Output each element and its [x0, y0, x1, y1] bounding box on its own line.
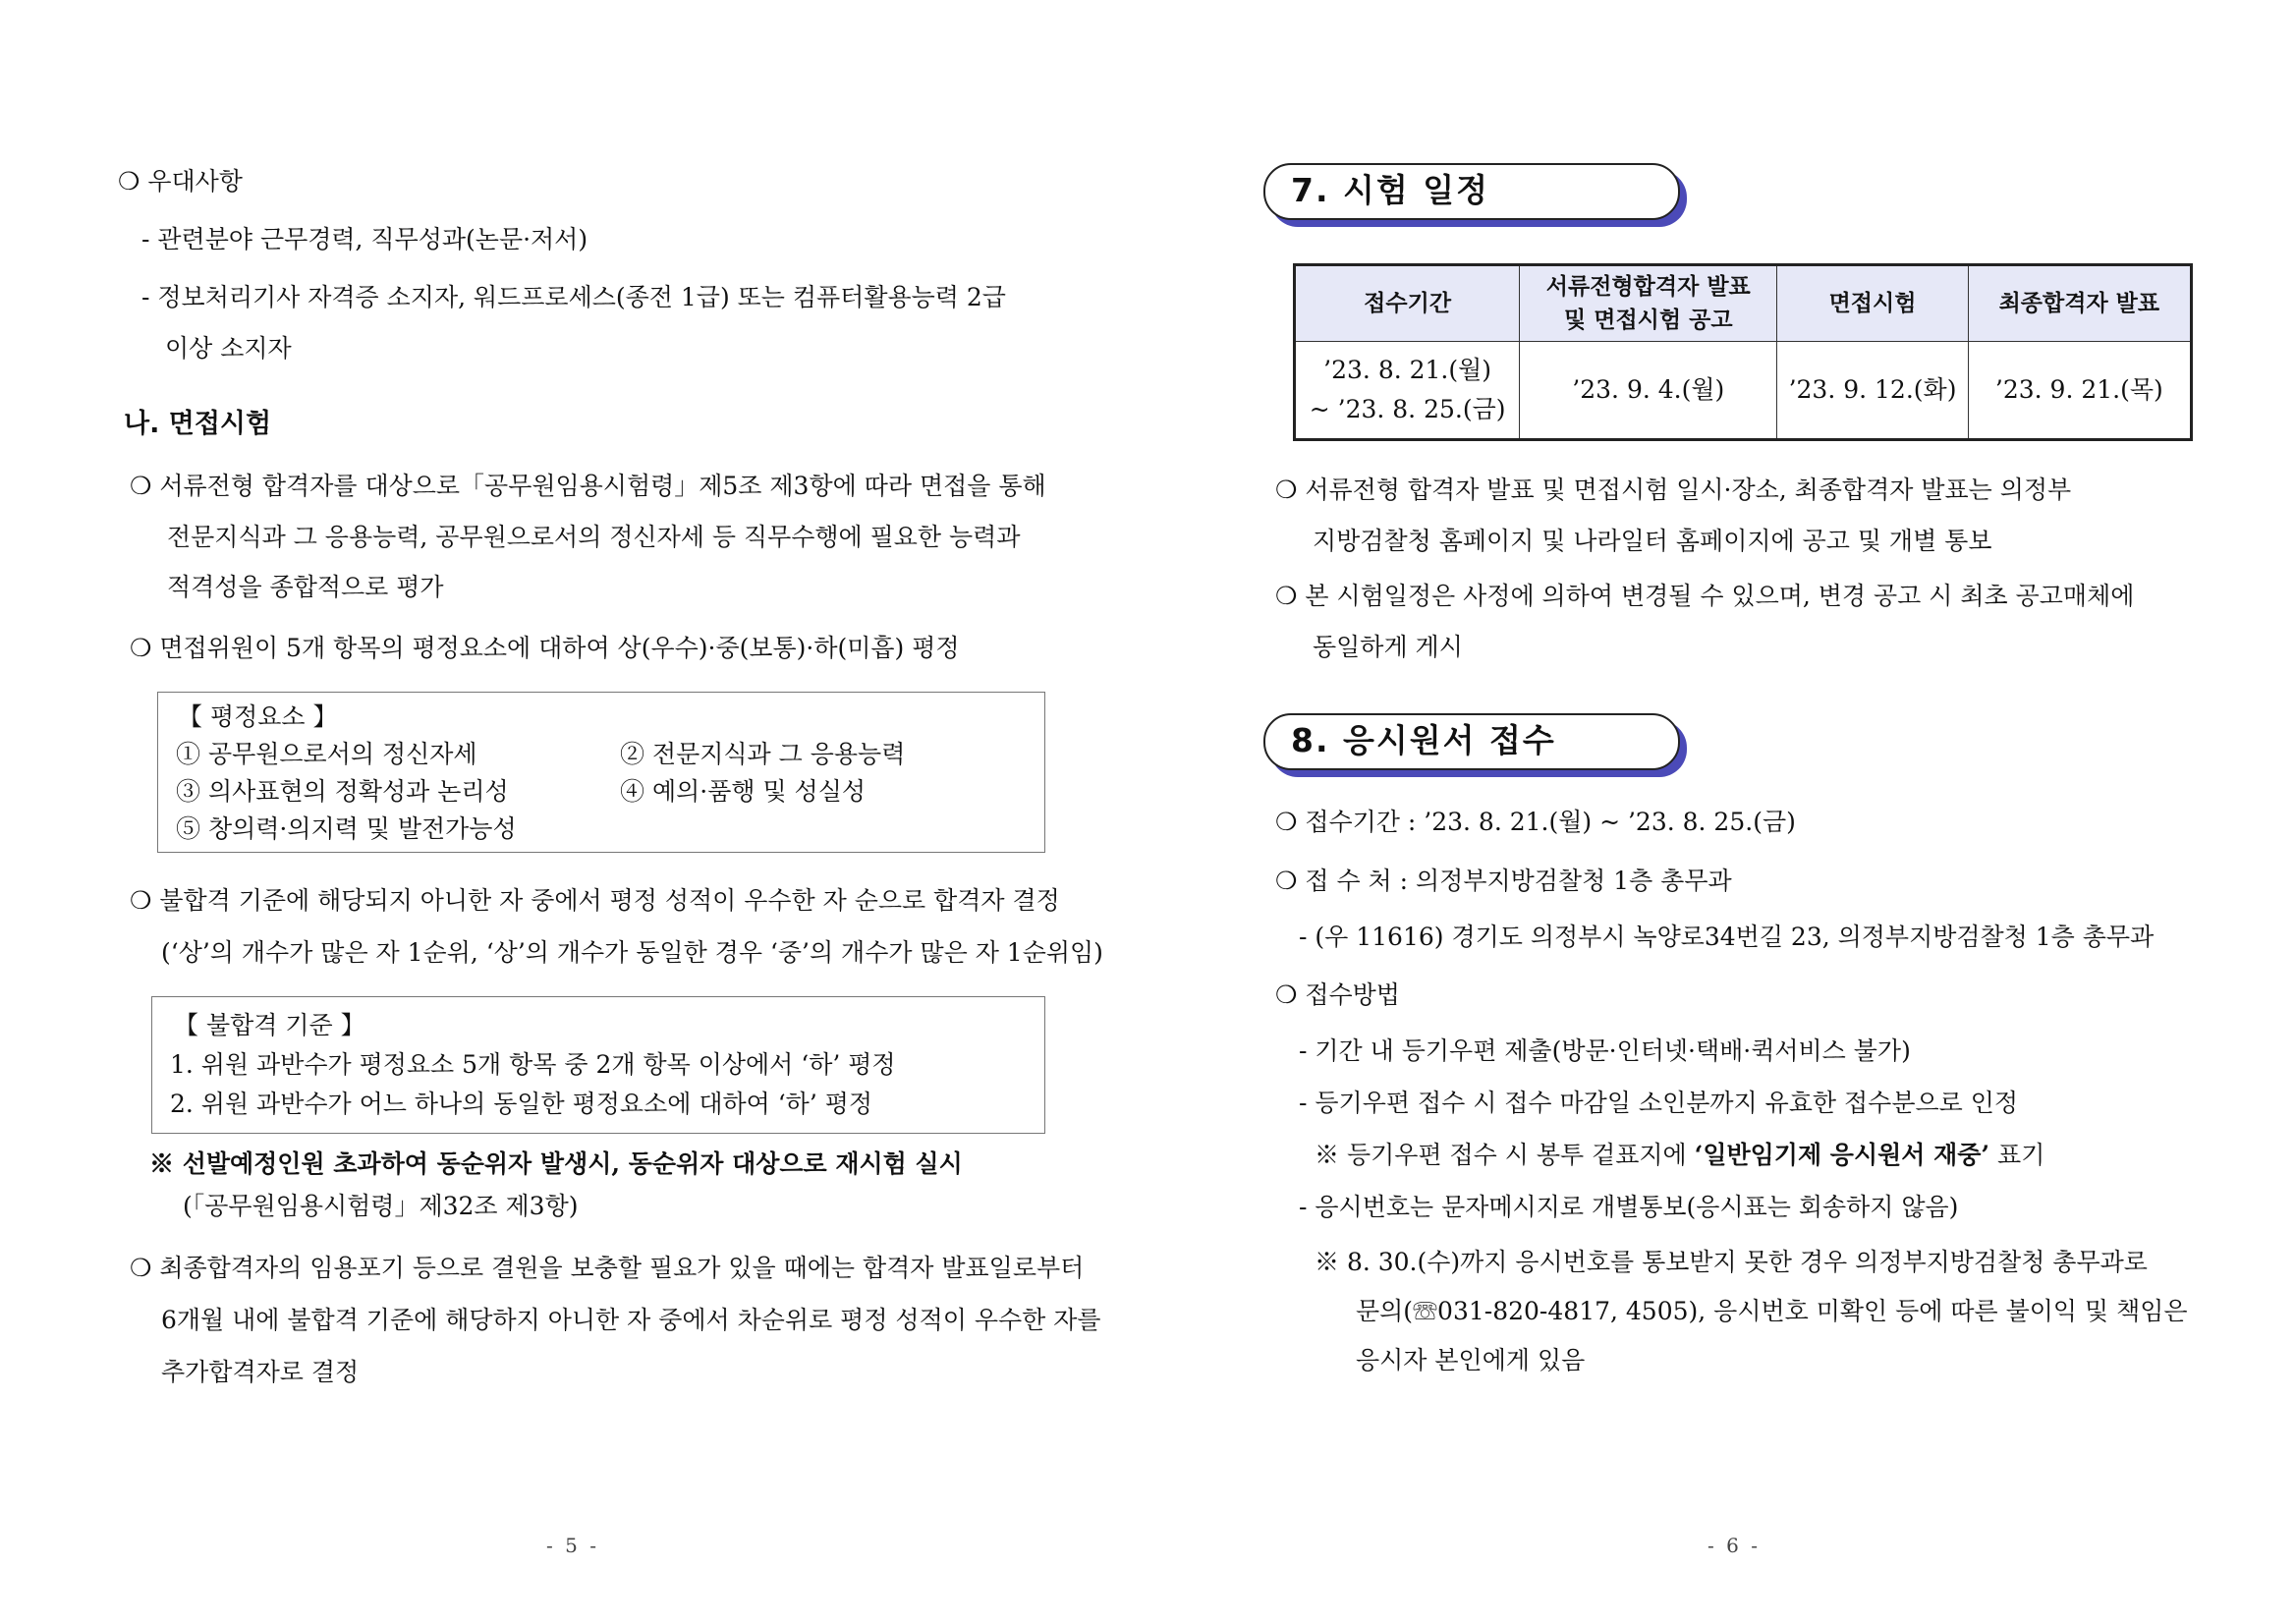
- schedule-note: 동일하게 게시: [1313, 633, 1463, 661]
- application-number-note: ※ 8. 30.(수)까지 응시번호를 통보받지 못한 경우 의정부지방검찰청 총무과로: [1315, 1248, 2148, 1276]
- final-paragraph: ❍ 최종합격자의 임용포기 등으로 결원을 보충할 필요가 있을 때에는 합격자 발표일로부터: [130, 1254, 1085, 1282]
- pass-paragraph: ❍ 불합격 기준에 해당되지 아니한 자 중에서 평정 성적이 우수한 자 순으로 합격자 결정: [130, 886, 1060, 915]
- preference-item: - 관련분야 근무경력, 직무성과(논문·저서): [141, 225, 588, 253]
- section-8-header: [1263, 713, 1680, 770]
- header-cell: 면접시험: [1777, 265, 1968, 342]
- preference-item: - 정보처리기사 자격증 소지자, 워드프로세스(종전 1급) 또는 컴퓨터활용능력 2급: [141, 283, 1006, 311]
- interview-paragraph: 전문지식과 그 응용능력, 공무원으로서의 정신자세 등 직무수행에 필요한 능력과: [167, 523, 1021, 551]
- application-address: - (우 11616) 경기도 의정부시 녹양로34번길 23, 의정부지방검찰청 1층 총무과: [1299, 923, 2155, 951]
- interview-paragraph: 적격성을 종합적으로 평가: [167, 573, 444, 601]
- application-place: ❍ 접 수 처 : 의정부지방검찰청 1층 총무과: [1275, 867, 1732, 895]
- page-number: - 5 -: [546, 1534, 599, 1557]
- retest-note: ※ 선발예정인원 초과하여 동순위자 발생시, 동순위자 대상으로 재시험 실시: [149, 1149, 963, 1178]
- section-7-title: 7. 시험 일정: [1291, 171, 1489, 209]
- interview-heading: 나. 면접시험: [124, 409, 272, 439]
- fail-criteria-title: 【 불합격 기준 】: [174, 1011, 365, 1039]
- fail-criteria-item: 1. 위원 과반수가 평정요소 5개 항목 중 2개 항목 이상에서 ‘하’ 평정: [170, 1050, 896, 1079]
- preference-item: 이상 소지자: [165, 334, 292, 363]
- final-paragraph: 추가합격자로 결정: [161, 1358, 360, 1386]
- criteria-item: ② 전문지식과 그 응용능력: [620, 740, 906, 768]
- pass-paragraph: (‘상’의 개수가 많은 자 1순위, ‘상’의 개수가 동일한 경우 ‘중’의 개수가 많은 자 1순위임): [161, 938, 1103, 967]
- envelope-note: ※ 등기우편 접수 시 봉투 겉표지에 ‘일반임기제 응시원서 재중’ 표기: [1315, 1141, 2045, 1169]
- application-method-item: - 기간 내 등기우편 제출(방문·인터넷·택배·퀵서비스 불가): [1299, 1036, 1911, 1065]
- retest-note-reference: (「공무원임용시험령」제32조 제3항): [183, 1192, 579, 1220]
- criteria-box: [157, 692, 1045, 853]
- section-8-title: 8. 응시원서 접수: [1291, 721, 1556, 759]
- preference-title: ❍ 우대사항: [118, 167, 243, 196]
- schedule-cell: ’23. 9. 4.(월): [1520, 342, 1777, 440]
- envelope-note-emphasis: ‘일반임기제 응시원서 재중’: [1694, 1141, 1990, 1169]
- section-7-header: [1263, 163, 1680, 220]
- schedule-cell: ’23. 9. 21.(목): [1968, 342, 2191, 440]
- header-cell: 최종합격자 발표: [1968, 265, 2191, 342]
- application-period: ❍ 접수기간 : ’23. 8. 21.(월) ~ ’23. 8. 25.(금): [1275, 808, 1796, 836]
- application-number-note: 문의(☏031-820-4817, 4505), 응시번호 미확인 등에 따른 불이익 및 책임은: [1356, 1297, 2188, 1325]
- interview-paragraph: ❍ 서류전형 합격자를 대상으로「공무원임용시험령」제5조 제3항에 따라 면접을 통해: [130, 472, 1046, 500]
- application-method-title: ❍ 접수방법: [1275, 980, 1400, 1009]
- fail-criteria-box: [151, 996, 1045, 1134]
- table-row: [1295, 342, 2192, 440]
- page-number: - 6 -: [1707, 1534, 1761, 1557]
- application-number-note: 응시자 본인에게 있음: [1356, 1346, 1586, 1374]
- criteria-item: ④ 예의·품행 및 성실성: [620, 777, 866, 806]
- final-paragraph: 6개월 내에 불합격 기준에 해당하지 아니한 자 중에서 차순위로 평정 성적이 우수한 자를: [161, 1306, 1101, 1334]
- criteria-item: ⑤ 창의력·의지력 및 발전가능성: [176, 814, 517, 843]
- schedule-note: ❍ 본 시험일정은 사정에 의하여 변경될 수 있으며, 변경 공고 시 최초 공고매체에: [1275, 582, 2135, 610]
- application-number-item: - 응시번호는 문자메시지로 개별통보(응시표는 회송하지 않음): [1299, 1193, 1959, 1221]
- criteria-item: ① 공무원으로서의 정신자세: [176, 740, 477, 768]
- header-cell: 서류전형합격자 발표 및 면접시험 공고: [1520, 265, 1777, 342]
- fail-criteria-item: 2. 위원 과반수가 어느 하나의 동일한 평정요소에 대하여 ‘하’ 평정: [170, 1090, 873, 1118]
- schedule-note: ❍ 서류전형 합격자 발표 및 면접시험 일시·장소, 최종합격자 발표는 의정부: [1275, 476, 2072, 504]
- interview-paragraph: ❍ 면접위원이 5개 항목의 평정요소에 대하여 상(우수)·중(보통)·하(미흡) 평정: [130, 634, 960, 662]
- schedule-cell: ’23. 9. 12.(화): [1777, 342, 1968, 440]
- right-page: [1148, 0, 2295, 1624]
- schedule-table: [1293, 263, 2193, 441]
- application-method-item: - 등기우편 접수 시 접수 마감일 소인분까지 유효한 접수분으로 인정: [1299, 1089, 2019, 1117]
- table-header-row: [1295, 265, 2192, 342]
- schedule-note: 지방검찰청 홈페이지 및 나라일터 홈페이지에 공고 및 개별 통보: [1313, 527, 1992, 555]
- header-cell: 접수기간: [1295, 265, 1520, 342]
- schedule-cell: ’23. 8. 21.(월) ~ ’23. 8. 25.(금): [1295, 342, 1520, 440]
- criteria-title: 【 평정요소 】: [178, 702, 338, 731]
- criteria-item: ③ 의사표현의 정확성과 논리성: [176, 777, 509, 806]
